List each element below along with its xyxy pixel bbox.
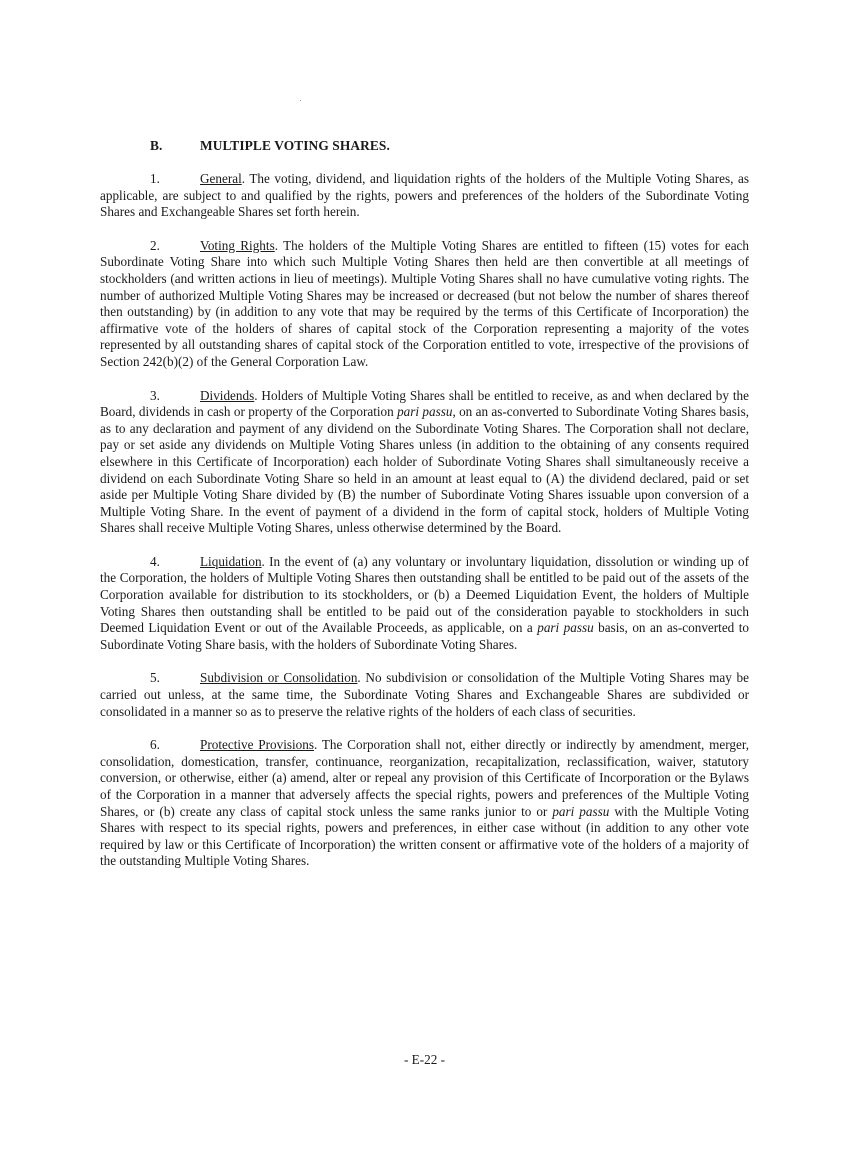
paragraph-voting-rights [100, 238, 749, 371]
paragraph-text: . Holders of Multiple Voting Shares shall be entitled to receive, as and when declared by the Board, dividends in cash or property of the Corporation [100, 387, 749, 420]
paragraph-text-continued: basis, on an as-converted to Subordinate Voting Share basis, with the holders of Subordinate Voting Shares. [100, 620, 749, 652]
paragraph-text: . No subdivision or consolidation of the Multiple Voting Shares may be carried out unless, at the same time, the Subordinate Voting Shares and Exchangeable Shares are subdivided or consolidated in a manner so as to preserve the relative rights of the holders of each class of securities. [100, 670, 749, 719]
paragraph-title: General [200, 171, 242, 186]
paragraph-title: Voting Rights [200, 237, 275, 253]
paragraph-number: 5. [150, 670, 160, 686]
paragraph-italic-term: pari passu [397, 404, 453, 420]
paragraph-protective-provisions [100, 737, 749, 870]
paragraph-text: . The Corporation shall not, either directly or indirectly by amendment, merger, consolidation, domestication, transfer, continuance, reorganization, recapitalization, reclassification, waiver, statutory conversion, or otherwise, either (a) amend, alter or repeal any provision of this Certificate of Incorporation or the Bylaws of the Corporation in a manner that adversely affects the special rights, powers and preferences of the Multiple Voting Shares, or (b) create any class of capital stock unless the same ranks junior to or [100, 737, 749, 819]
section-title: MULTIPLE VOTING SHARES. [200, 138, 390, 153]
paragraph-general [100, 171, 749, 221]
paragraph-text-continued: , on an as-converted to Subordinate Voting Shares basis, as to any declaration and payment of any dividend on the Subordinate Voting Shares. The Corporation shall not declare, pay or set aside any dividends on Multiple Voting Shares unless (in addition to the obtaining of any consents required elsewhere in this Certificate of Incorporation) each holder of Subordinate Voting Shares shall simultaneously receive a dividend on each Subordinate Voting Share so held in an amount at least equal to (A) the dividend declared, paid or set aside per Multiple Voting Share divided by (B) the number of Subordinate Voting Shares issuable upon conversion of a Multiple Voting Share. In the event of payment of a dividend in the form of capital stock, holders of Multiple Voting Shares shall receive Multiple Voting Shares, unless otherwise determined by the Board. [100, 404, 750, 536]
paragraph-italic-term: pari passu [552, 803, 610, 819]
paragraph-number: 2. [150, 237, 160, 253]
paragraph-text-continued: with the Multiple Voting Shares with respect to its special rights, powers and preferences, in either case without (in addition to any other vote required by law or this Certificate of Incorporation) the written consent or affirmative vote of the holders of a majority of the outstanding Multiple Voting Shares. [100, 803, 750, 869]
section-letter: B. [150, 138, 163, 153]
paragraph-number: 6. [150, 737, 160, 753]
page-number: - E-22 - [403, 1052, 445, 1067]
paragraph-italic-term: pari passu [537, 620, 594, 636]
paragraph-liquidation [100, 554, 749, 654]
paragraph-subdivision [100, 670, 749, 720]
paragraph-text: . In the event of (a) any voluntary or involuntary liquidation, dissolution or winding up of the Corporation, the holders of Multiple Voting Shares then outstanding shall be entitled to be paid out of the assets of the Corporation available for distribution to its stockholders, or (b) a Deemed Liquidation Event, the holders of Multiple Voting Shares then outstanding shall be entitled to be paid out of the consideration payable to stockholders in such Deemed Liquidation Event or out of the Available Proceeds, as applicable, on a [100, 553, 749, 636]
paragraph-dividends [100, 388, 749, 537]
section-heading [150, 138, 390, 155]
paragraph-text: . The voting, dividend, and liquidation rights of the holders of the Multiple Voting Shares, as applicable, are subject to and qualified by the rights, powers and preferences of the holders of the Subordinate Voting Shares and Exchangeable Shares set forth herein. [100, 171, 749, 220]
paragraph-title: Liquidation [200, 553, 262, 569]
paragraph-title: Dividends [200, 387, 255, 403]
paragraph-text: . The holders of the Multiple Voting Shares are entitled to fifteen (15) votes for each Subordinate Voting Share into which such Multiple Voting Shares then held are then convertible at all meetings of stockholders (and written actions in lieu of meetings). Multiple Voting Shares shall no have cumulative voting rights. The number of authorized Multiple Voting Shares may be increased or decreased (but not below the number of shares thereof then outstanding) by (in addition to any vote that may be required by the terms of this Certificate of Incorporation) the affirmative vote of the holders of shares of capital stock of the Corporation representing a majority of the votes represented by all outstanding shares of capital stock of the Corporation entitled to vote, irrespective of the provisions of Section 242(b)(2) of the General Corporation Law. [100, 237, 750, 369]
scan-speck [300, 100, 301, 101]
paragraph-number: 3. [150, 387, 160, 403]
paragraph-number: 4. [150, 553, 160, 569]
document-body [100, 171, 749, 887]
paragraph-title: Subdivision or Consolidation [200, 670, 358, 686]
paragraph-title: Protective Provisions [200, 737, 314, 753]
paragraph-number: 1. [150, 171, 160, 186]
